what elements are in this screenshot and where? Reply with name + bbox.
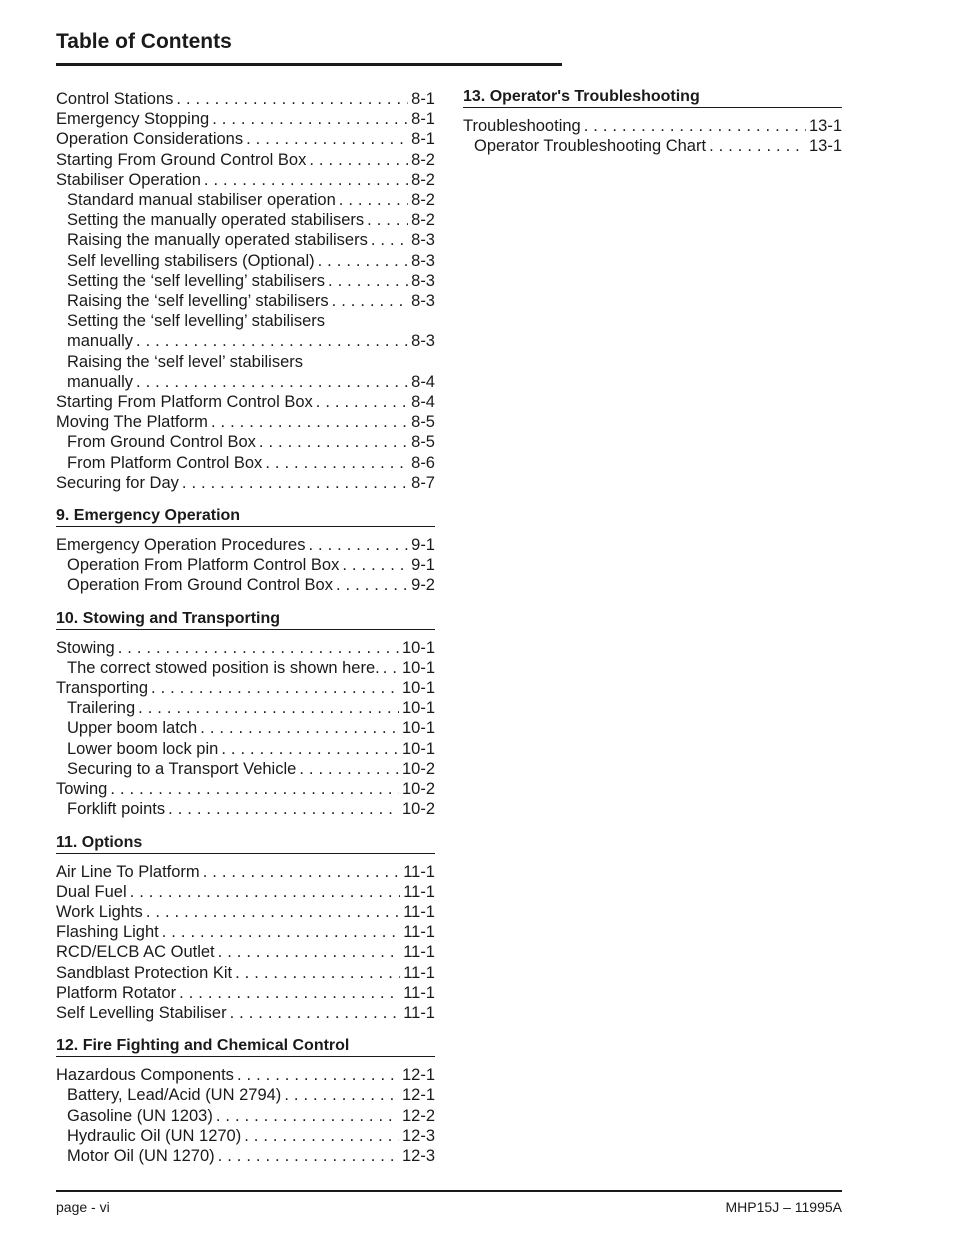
toc-entry[interactable] — [56, 779, 435, 799]
toc-entry-page: 8-4 — [411, 393, 435, 412]
toc-entry-label: From Ground Control Box — [67, 433, 256, 452]
toc-entry-page: 9-2 — [411, 576, 435, 595]
toc-entry-page: 11-1 — [403, 963, 435, 982]
dot-leader — [118, 638, 399, 658]
toc-entry[interactable] — [56, 109, 435, 129]
dot-leader — [176, 89, 408, 109]
toc-entry-label: Self Levelling Stabiliser — [56, 1003, 227, 1022]
toc-entry-page: 8-2 — [411, 170, 435, 189]
toc-entry[interactable] — [56, 658, 435, 678]
toc-entry-page: 8-1 — [411, 90, 435, 108]
dot-leader — [309, 150, 408, 170]
toc-entry[interactable] — [56, 555, 435, 575]
dot-leader — [216, 1106, 399, 1126]
page-title: Table of Contents — [56, 30, 232, 53]
toc-entry[interactable] — [56, 1003, 435, 1023]
dot-leader — [246, 129, 408, 149]
dot-leader — [308, 535, 408, 555]
toc-entry[interactable] — [56, 739, 435, 759]
toc-entry-page: 8-3 — [411, 271, 435, 290]
toc-entry-label: Securing for Day — [56, 473, 179, 492]
section-heading[interactable]: 11. Options — [56, 833, 435, 854]
dot-leader — [383, 658, 399, 678]
toc-entry[interactable] — [56, 983, 435, 1003]
dot-leader — [336, 575, 408, 595]
toc-entry-label: Flashing Light — [56, 923, 159, 942]
dot-leader — [318, 251, 409, 271]
toc-entry-page: 12-1 — [401, 1066, 435, 1085]
toc-entry-label: Self levelling stabilisers (Optional) — [67, 251, 315, 270]
toc-entry[interactable] — [56, 799, 435, 819]
toc-entry-page: 9-1 — [411, 556, 435, 575]
toc-entry-label-line: Setting the ‘self levelling’ stabilisers — [67, 312, 326, 331]
toc-entry-page: 12-3 — [401, 1146, 435, 1165]
dot-leader — [221, 739, 399, 759]
toc-entry-page: 9-1 — [411, 536, 435, 555]
toc-entry[interactable] — [56, 535, 435, 555]
toc-entry-label: Securing to a Transport Vehicle — [67, 759, 297, 778]
dot-leader — [299, 759, 399, 779]
toc-entry[interactable] — [56, 150, 435, 170]
dot-leader — [237, 1065, 399, 1085]
toc-entry[interactable] — [56, 453, 435, 473]
toc-section — [56, 833, 435, 1024]
toc-entry-page: 8-2 — [411, 191, 435, 210]
toc-entry-page: 11-1 — [403, 862, 435, 881]
toc-entry[interactable] — [56, 862, 435, 882]
toc-entry-page: 10-1 — [401, 658, 435, 677]
toc-entry[interactable] — [56, 473, 435, 493]
toc-entry-label: manually — [67, 372, 134, 391]
toc-intro-block — [56, 89, 435, 493]
toc-entry[interactable] — [56, 432, 435, 452]
toc-entry-page: 8-2 — [411, 211, 435, 230]
dot-leader — [284, 1085, 399, 1105]
toc-entry-label: Motor Oil (UN 1270) — [67, 1146, 215, 1165]
dot-leader — [204, 170, 408, 190]
toc-entry[interactable] — [56, 372, 435, 392]
dot-leader — [259, 432, 408, 452]
toc-entry-page: 8-3 — [411, 231, 435, 250]
toc-entry[interactable] — [56, 230, 435, 250]
toc-entry[interactable] — [56, 271, 435, 291]
toc-entry-label: Starting From Platform Control Box — [56, 393, 313, 412]
toc-entry-label: Operator Troubleshooting Chart — [474, 137, 707, 156]
toc-entry-label: Emergency Operation Procedures — [56, 536, 306, 555]
dot-leader — [332, 291, 408, 311]
dot-leader — [342, 555, 408, 575]
toc-section — [56, 1036, 435, 1166]
dot-leader — [709, 136, 806, 156]
toc-entry-page: 11-1 — [403, 902, 435, 921]
toc-entry[interactable] — [56, 412, 435, 432]
toc-section — [56, 609, 435, 820]
toc-entry[interactable] — [56, 698, 435, 718]
toc-entry-label: RCD/ELCB AC Outlet — [56, 943, 215, 962]
toc-entry[interactable] — [56, 942, 435, 962]
dot-leader — [584, 116, 806, 136]
toc-entry-page: 11-1 — [403, 923, 435, 942]
toc-entry-label: From Platform Control Box — [67, 453, 263, 472]
section-heading[interactable]: 13. Operator's Troubleshooting — [463, 87, 842, 108]
toc-entry-label: Transporting — [56, 679, 149, 698]
toc-entry-page: 8-5 — [411, 413, 435, 432]
toc-entry-label: Operation From Ground Control Box — [67, 576, 333, 595]
dot-leader — [136, 372, 408, 392]
dot-leader — [244, 1126, 399, 1146]
toc-section — [56, 506, 435, 596]
toc-entry-label: Dual Fuel — [56, 882, 127, 901]
toc-entry[interactable] — [56, 170, 435, 190]
toc-entry-page: 11-1 — [403, 882, 435, 901]
toc-entry[interactable] — [56, 575, 435, 595]
footer-document-id: MHP15J – 11995A — [725, 1199, 842, 1215]
toc-entry-page: 8-3 — [411, 332, 435, 351]
toc-entry-page: 8-3 — [411, 292, 435, 311]
toc-entry-page: 12-3 — [401, 1126, 435, 1145]
toc-entry[interactable] — [56, 129, 435, 149]
toc-entry-label: Hazardous Components — [56, 1066, 234, 1085]
dot-leader — [182, 473, 408, 493]
dot-leader — [136, 331, 408, 351]
toc-entry[interactable] — [56, 190, 435, 210]
dot-leader — [235, 963, 400, 983]
footer-divider — [56, 1190, 842, 1192]
toc-entry[interactable] — [56, 1126, 435, 1146]
toc-entry-label: Stabiliser Operation — [56, 170, 201, 189]
toc-entry-label: Upper boom latch — [67, 719, 198, 738]
title-divider — [56, 63, 562, 66]
toc-entry-label: Platform Rotator — [56, 983, 177, 1002]
toc-entry-label: Stowing — [56, 638, 115, 657]
toc-entry-label: Control Stations — [56, 90, 174, 108]
toc-entry-page: 8-4 — [411, 372, 435, 391]
toc-entry[interactable] — [56, 678, 435, 698]
toc-entry-label: Troubleshooting — [463, 117, 581, 135]
toc-entry-label: Setting the ‘self levelling’ stabilisers — [67, 271, 326, 290]
toc-entry-page: 8-3 — [411, 251, 435, 270]
toc-entry-label: Operation Considerations — [56, 130, 244, 149]
toc-entry[interactable] — [56, 291, 435, 311]
dot-leader — [265, 453, 408, 473]
toc-section — [463, 87, 842, 156]
dot-leader — [211, 412, 408, 432]
dot-leader — [212, 109, 408, 129]
toc-entry[interactable] — [56, 759, 435, 779]
section-heading[interactable]: 12. Fire Fighting and Chemical Control — [56, 1036, 435, 1057]
toc-left-column — [56, 89, 435, 1179]
toc-entry[interactable] — [56, 1065, 435, 1085]
toc-entry-page: 8-7 — [411, 473, 435, 492]
toc-entry[interactable] — [56, 638, 435, 658]
toc-entry-page: 13-1 — [808, 137, 842, 156]
toc-entry[interactable] — [56, 963, 435, 983]
toc-entry[interactable] — [56, 1085, 435, 1105]
dot-leader — [162, 922, 400, 942]
toc-entry-page: 11-1 — [403, 983, 435, 1002]
dot-leader — [316, 392, 408, 412]
dot-leader — [151, 678, 399, 698]
dot-leader — [203, 862, 401, 882]
dot-leader — [179, 983, 400, 1003]
toc-entry[interactable] — [56, 89, 435, 109]
toc-entry-label: Moving The Platform — [56, 413, 208, 432]
dot-leader — [339, 190, 408, 210]
toc-entry-page: 10-2 — [401, 759, 435, 778]
dot-leader — [218, 942, 401, 962]
toc-entry[interactable] — [56, 392, 435, 412]
dot-leader — [371, 230, 408, 250]
dot-leader — [230, 1003, 401, 1023]
footer-page-number: page - vi — [56, 1199, 110, 1215]
toc-entry[interactable] — [56, 210, 435, 230]
toc-entry-label: Emergency Stopping — [56, 110, 210, 129]
toc-entry-page: 10-1 — [401, 739, 435, 758]
toc-entry-page: 10-1 — [401, 699, 435, 718]
toc-entry-page: 11-1 — [403, 1003, 435, 1022]
toc-entry-page: 8-5 — [411, 433, 435, 452]
toc-entry-page: 10-1 — [401, 679, 435, 698]
toc-entry-label: Air Line To Platform — [56, 862, 200, 881]
dot-leader — [130, 882, 401, 902]
toc-entry-label: Forklift points — [67, 800, 166, 819]
toc-entry-page: 13-1 — [808, 117, 842, 135]
toc-entry[interactable] — [56, 922, 435, 942]
toc-entry[interactable] — [56, 882, 435, 902]
toc-entry[interactable] — [463, 116, 842, 136]
toc-entry-label: Lower boom lock pin — [67, 739, 219, 758]
toc-entry-page: 10-2 — [401, 780, 435, 799]
toc-entry[interactable] — [463, 136, 842, 156]
toc-entry-page: 8-2 — [411, 150, 435, 169]
toc-entry-label: Raising the manually operated stabilisers — [67, 231, 368, 250]
toc-entry-label: Starting From Ground Control Box — [56, 150, 307, 169]
toc-entry-label: Hydraulic Oil (UN 1270) — [67, 1126, 242, 1145]
toc-entry-label: Work Lights — [56, 902, 143, 921]
toc-entry-label: Setting the manually operated stabilisers — [67, 211, 365, 230]
toc-entry-page: 10-1 — [401, 638, 435, 657]
toc-entry-label-line: Raising the ‘self level’ stabilisers — [67, 352, 303, 371]
toc-entry-page: 12-2 — [401, 1106, 435, 1125]
dot-leader — [328, 271, 408, 291]
section-heading[interactable]: 9. Emergency Operation — [56, 506, 435, 527]
toc-entry-label: manually — [67, 332, 134, 351]
dot-leader — [110, 779, 399, 799]
toc-right-column — [463, 87, 842, 169]
section-heading[interactable]: 10. Stowing and Transporting — [56, 609, 435, 630]
toc-entry-label: Gasoline (UN 1203) — [67, 1106, 213, 1125]
dot-leader — [218, 1146, 399, 1166]
toc-entry[interactable] — [56, 718, 435, 738]
toc-entry-label: Standard manual stabiliser operation — [67, 191, 336, 210]
dot-leader — [367, 210, 408, 230]
toc-entry-page: 8-1 — [411, 110, 435, 129]
toc-entry-label: Trailering — [67, 699, 136, 718]
toc-entry-label: Battery, Lead/Acid (UN 2794) — [67, 1086, 282, 1105]
dot-leader — [200, 718, 399, 738]
toc-entry[interactable] — [56, 1146, 435, 1166]
toc-entry-page: 8-6 — [411, 453, 435, 472]
dot-leader — [138, 698, 399, 718]
dot-leader — [168, 799, 399, 819]
toc-entry-label: Sandblast Protection Kit — [56, 963, 233, 982]
toc-entry[interactable] — [56, 1106, 435, 1126]
toc-entry-page: 11-1 — [403, 943, 435, 962]
toc-entry-label: The correct stowed position is shown here. — [67, 658, 380, 677]
toc-entry[interactable] — [56, 902, 435, 922]
toc-entry[interactable] — [56, 251, 435, 271]
toc-entry-page: 10-1 — [401, 719, 435, 738]
toc-entry[interactable] — [56, 331, 435, 351]
toc-entry-page: 8-1 — [411, 130, 435, 149]
toc-entry-page: 10-2 — [401, 800, 435, 819]
toc-entry-label: Towing — [56, 780, 108, 799]
toc-entry-page: 12-1 — [401, 1086, 435, 1105]
toc-entry-label: Operation From Platform Control Box — [67, 556, 340, 575]
dot-leader — [146, 902, 400, 922]
toc-entry-label: Raising the ‘self levelling’ stabilisers — [67, 292, 329, 311]
